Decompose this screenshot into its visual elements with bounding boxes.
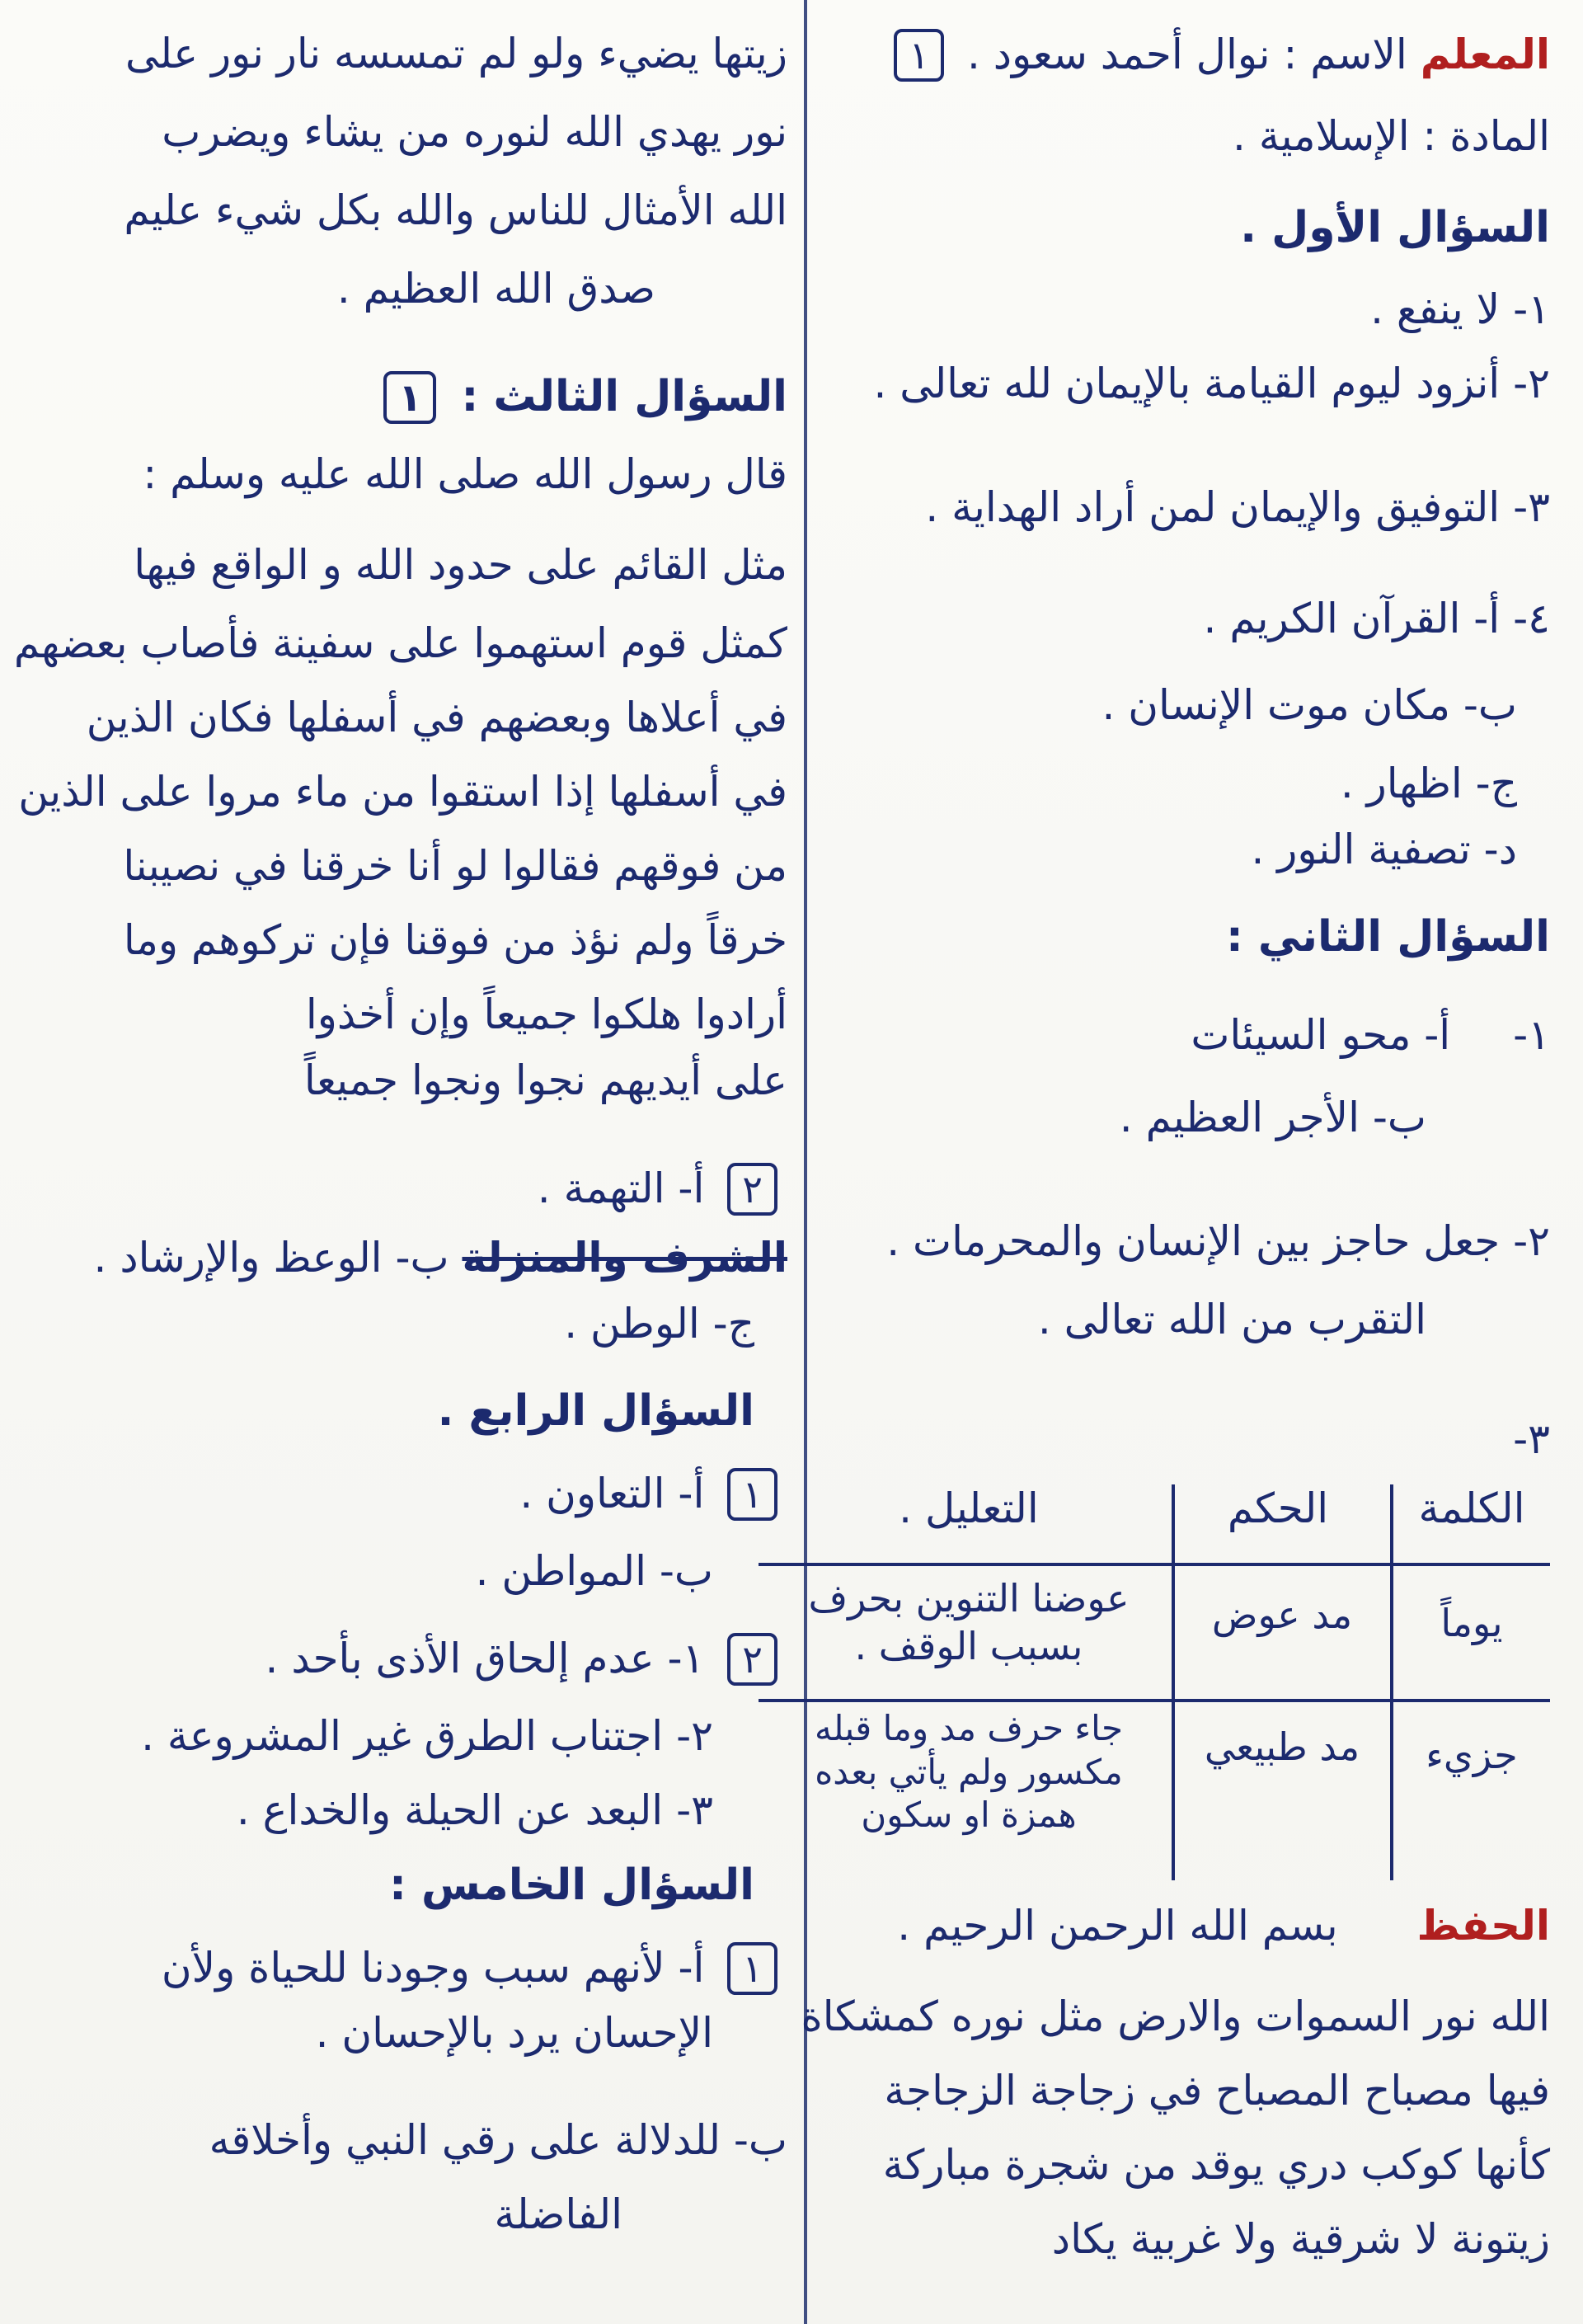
q3-item-a-row xyxy=(538,1163,787,1216)
q3-item-b-row xyxy=(93,1234,787,1282)
right-column-bottom xyxy=(801,1897,1550,2308)
hadith-line-7: أرادوا هلكوا جميعاً وإن أخذوا xyxy=(305,990,787,1038)
table-col-line-1 xyxy=(1390,1484,1393,1880)
q1-item-4d: د- تصفية النور . xyxy=(1251,826,1517,873)
grade-box: ١ xyxy=(894,29,944,82)
verse-line-1: الله نور السموات والارض مثل نوره كمشكاة xyxy=(801,1992,1550,2040)
table-row-line xyxy=(759,1699,1550,1702)
table-header-line xyxy=(759,1563,1550,1566)
q4-item-1-row xyxy=(265,1633,787,1686)
table-row-1-reason: عوضنا التنوين بحرف بسبب الوقف . xyxy=(808,1576,1130,1668)
q4-item-3: ٣- البعد عن الحيلة والخداع . xyxy=(236,1786,713,1834)
table-header-word: الكلمة xyxy=(1418,1484,1525,1532)
subject-line: المادة : الإسلامية . xyxy=(1233,112,1550,160)
q2-item-2: ٢- جعل حاجز بين الإنسان والمحرمات . xyxy=(886,1217,1550,1265)
q1-item-4-label: ٤- أ- xyxy=(1473,595,1550,642)
q3-item-a: أ- التهمة . xyxy=(537,1164,705,1212)
basmala-row xyxy=(897,1902,1550,1950)
q1-heading: السؤال الأول . xyxy=(1240,203,1550,252)
verse-cont-2: نور يهدي الله لنوره من يشاء ويضرب xyxy=(162,108,787,156)
q3-heading: السؤال الثالث : xyxy=(461,372,787,421)
q3-item-b: ب- الوعظ والإرشاد . xyxy=(93,1234,449,1282)
q5-item-a: أ- لأنهم سبب وجودنا للحياة ولأن xyxy=(161,1944,705,1992)
q1-item-4a xyxy=(1203,595,1550,642)
hadith-line-5: من فوقهم فقالوا لو أنا خرقنا في نصيبنا xyxy=(123,842,787,890)
table-row-2-ruling: مد طبيعي xyxy=(1204,1724,1360,1769)
q4-item-b: ب- المواطن . xyxy=(475,1547,713,1595)
q2-heading: السؤال الثاني : xyxy=(1225,912,1550,962)
q5-box: ١ xyxy=(727,1942,777,1995)
table-row-2-word: جزيء xyxy=(1426,1733,1518,1777)
table-header-ruling: الحكم xyxy=(1227,1484,1329,1532)
verse-line-2: فيها مصباح المصباح في زجاجة الزجاجة xyxy=(884,2067,1550,2115)
q2-item-2b: التقرب من الله تعالى . xyxy=(1037,1296,1426,1343)
q4-item-1: ١- عدم إلحاق الأذى بأحد . xyxy=(265,1635,705,1682)
hadith-line-1: مثل القائم على حدود الله و الواقع فيها xyxy=(134,541,787,589)
crossed-out-text: الشرف والمنزلة xyxy=(462,1234,787,1282)
verse-cont-3: الله الأمثال للناس والله بكل شيء عليم xyxy=(124,186,787,234)
table-row-1-ruling: مد عوض xyxy=(1211,1592,1353,1637)
q5-item-a-row xyxy=(162,1942,787,1995)
q5-item-b-cont: الفاضلة xyxy=(494,2190,622,2238)
q5-item-b: ب- للدلالة على رقي النبي وأخلاقه xyxy=(209,2116,787,2164)
basmala: بسم الله الرحمن الرحيم . xyxy=(897,1902,1338,1950)
hadith-line-6: خرقاً ولم نؤذ من فوقنا فإن تركوهم وما xyxy=(123,916,787,964)
hadith-line-8: على أيديهم نجوا ونجوا جميعاً xyxy=(303,1056,787,1104)
memorization-stamp: الحفظ xyxy=(1416,1902,1550,1950)
q4-item-a: أ- التعاون . xyxy=(519,1470,705,1517)
q3-intro: قال رسول الله صلى الله عليه وسلم : xyxy=(143,450,787,498)
column-divider xyxy=(804,0,807,2324)
q1-item-1: ١- لا ينفع . xyxy=(1370,285,1550,333)
q4-box-1: ١ xyxy=(727,1468,777,1521)
q3-box: ١ xyxy=(383,371,436,424)
q4-item-2: ٢- اجتناب الطرق غير المشروعة . xyxy=(141,1712,713,1760)
verse-cont-4: صدق الله العظيم . xyxy=(336,265,655,313)
table-row-2-reason: جاء حرف مد وما قبله مكسور ولم يأتي بعده همزة او سكون xyxy=(815,1708,1123,1835)
verse-cont-1: زيتها يضيء ولو لم تمسسه نار نور على xyxy=(125,30,787,78)
q3-box-2: ٢ xyxy=(727,1163,777,1216)
student-name: الاسم : نوال أحمد سعود . xyxy=(966,31,1407,78)
q2-item-3: ٣- xyxy=(1513,1415,1550,1463)
q1-item-2: ٢- أنزود ليوم القيامة بالإيمان لله تعالى . xyxy=(873,360,1550,407)
q4-item-a-row xyxy=(519,1468,787,1521)
teacher-stamp: المعلم xyxy=(1420,31,1550,78)
left-column xyxy=(13,16,787,2308)
tajweed-table xyxy=(759,1484,1550,1880)
q2-item-1-a-text: أ- محو السيئات xyxy=(1191,1011,1451,1059)
q1-item-4-a-text: القرآن الكريم . xyxy=(1203,595,1461,642)
q5-item-a-cont: الإحسان يرد بالإحسان . xyxy=(315,2009,713,2057)
q3-heading-row xyxy=(373,371,787,424)
q1-item-3: ٣- التوفيق والإيمان لمن أراد الهداية . xyxy=(925,483,1550,531)
q1-item-4c: ج- اظهار . xyxy=(1340,760,1517,807)
q4-box-2: ٢ xyxy=(727,1633,777,1686)
table-col-line-2 xyxy=(1172,1484,1175,1880)
hadith-line-4: في أسفلها إذا استقوا من ماء مروا على الذين xyxy=(18,768,787,816)
verse-line-4: زيتونة لا شرقية ولا غربية يكاد xyxy=(1051,2215,1550,2263)
q4-heading: السؤال الرابع . xyxy=(437,1386,754,1436)
q2-item-1b: ب- الأجر العظيم . xyxy=(1119,1094,1426,1141)
q2-item-1a xyxy=(1191,1011,1550,1059)
q2-item-1-label: ١- xyxy=(1513,1011,1550,1059)
table-header-reason: التعليل . xyxy=(899,1484,1039,1532)
hadith-line-3: في أعلاها وبعضهم في أسفلها فكان الذين xyxy=(86,694,787,741)
q1-item-4b: ب- مكان موت الإنسان . xyxy=(1102,681,1517,729)
hadith-line-2: كمثل قوم استهموا على سفينة فأصاب بعضهم xyxy=(13,619,787,667)
q3-item-c: ج- الوطن . xyxy=(564,1300,754,1348)
q5-heading: السؤال الخامس : xyxy=(389,1861,754,1910)
verse-line-3: كأنها كوكب دري يوقد من شجرة مباركة xyxy=(882,2141,1550,2189)
table-row-1-word: يوماً xyxy=(1440,1601,1503,1645)
name-row xyxy=(884,29,1550,82)
